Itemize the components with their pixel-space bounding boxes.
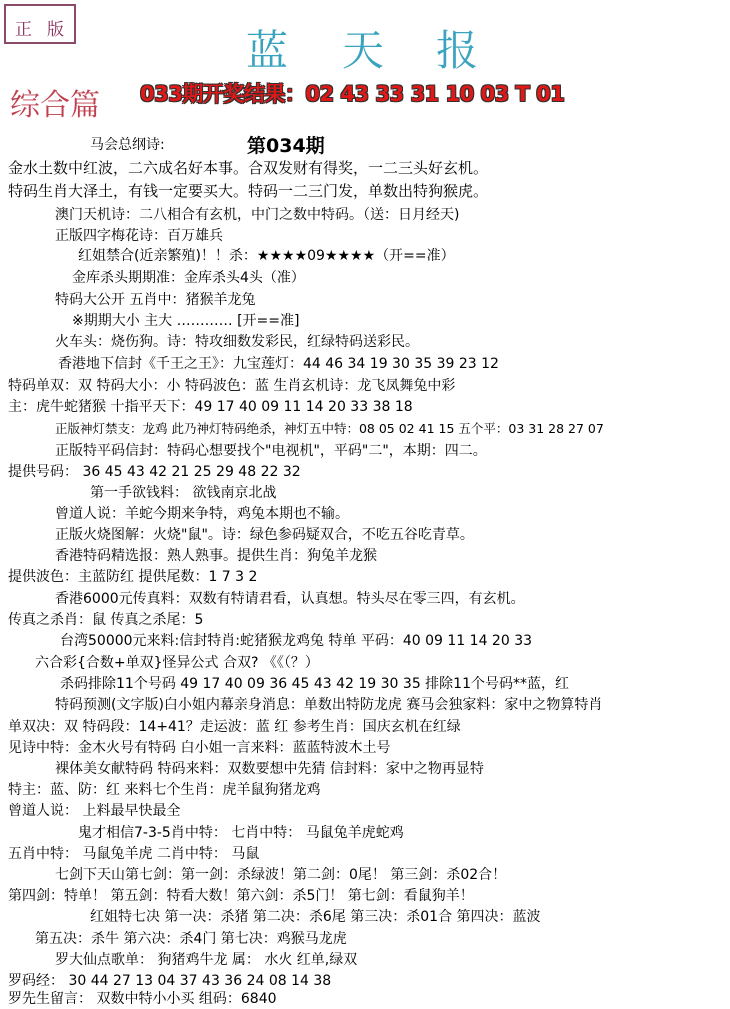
text-line: 传真之杀肖：鼠 传真之杀尾：5 [8,612,204,628]
text-line: 香港6000元传真料：双数有特请君看，认真想。特头尽在零三四，有玄机。 [55,591,525,607]
text-line: 七剑下天山第七剑：第一剑：杀绿波！第二剑：0尾！ 第三剑：杀02合！ [55,867,507,883]
text-line: ※期期大小 主大 ………… [开==准] [72,313,300,329]
text-line: 马会总纲诗: [90,137,165,153]
text-line: 特码大公开 五肖中：猪猴羊龙兔 [55,292,256,308]
text-line: 火车头：烧伤狗。诗：特攻细数发彩民，红绿特码送彩民。 [55,334,419,350]
text-line: 罗先生留言： 双数中特小小买 组码：6840 [8,991,277,1007]
text-line: 裸体美女献特码 特码来料：双数要想中先猜 信封料：家中之物再显特 [55,761,484,777]
text-line: 五肖中特： 马鼠兔羊虎 二肖中特： 马鼠 [8,846,260,862]
text-line: 见诗中特：金木火号有特码 白小姐一言来料：蓝蓝特波木土号 [8,740,391,756]
draw-result: 033期开奖结果：02 43 33 31 10 03 T 01 [140,82,565,106]
text-line: 第四剑：特单！ 第五剑：特看大数！第六剑：杀5门！ 第七剑：看鼠狗羊！ [8,888,474,904]
authentic-stamp [4,4,76,44]
text-line: 红姐禁合(近亲繁殖)！！杀：★★★★09★★★★（开==准） [78,248,455,264]
text-line: 澳门天机诗：二八相合有玄机，中门之数中特码。（送：日月经天) [55,207,460,223]
text-line: 杀码排除11个号码 49 17 40 09 36 45 43 42 19 30 35 排除11个号码**蓝，红 [60,676,569,692]
text-line: 六合彩{合数+单双}怪异公式 合双? 《《（？） [35,655,319,671]
text-line: 主：虎牛蛇猪猴 十指平天下：49 17 40 09 11 14 20 33 38 18 [8,399,413,415]
stamp-char-right: 版 [47,20,64,40]
text-line: 曾道人说：羊蛇今期来争特，鸡兔本期也不输。 [55,506,349,522]
stamp-char-left: 正 [15,20,32,40]
text-line: 特主：蓝、防：红 来料七个生肖：虎羊鼠狗猪龙鸡 [8,782,321,798]
text-line: 台湾50000元来料:信封特肖:蛇猪猴龙鸡兔 特单 平码：40 09 11 14 20 33 [60,633,533,649]
text-line: 金水土数中红波，二六成名好本事。合双发财有得奖，一二三头好玄机。 [8,159,489,177]
text-line: 单双决：双 特码段：14+41？走运波：蓝 红 参考生肖：国庆玄机在红绿 [8,719,461,735]
text-line: 金库杀头期期准：金库杀头4头（准） [72,270,305,286]
text-line: 提供号码： 36 45 43 42 21 25 29 48 22 32 [8,464,301,480]
text-line: 鬼才相信7-3-5肖中特： 七肖中特： 马鼠兔羊虎蛇鸡 [78,825,404,841]
text-line: 第一手欲钱料： 欲钱南京北战 [90,485,277,501]
text-line: 第五决：杀牛 第六决：杀4门 第七决：鸡猴马龙虎 [35,931,347,947]
text-line: 正版火烧图解：火烧"鼠"。诗：绿色参码疑双合，不吃五谷吃青草。 [55,527,474,543]
text-line: 提供波色：主蓝防红 提供尾数：1 7 3 2 [8,569,258,585]
text-line: 正版特平码信封：特码心想要找个"电视机"，平码"二"，本期：四二。 [55,443,487,459]
masthead-char-2: 天 [342,26,385,75]
text-line: 罗码经： 30 44 27 13 04 37 43 36 24 08 14 38 [8,973,332,989]
text-line: 特码预测(文字版)白小姐内幕亲身消息：单数出特防龙虎 赛马会独家料：家中之物算特肖 [55,697,603,713]
text-line: 曾道人说： 上料最早快最全 [8,803,181,819]
text-line: 罗大仙点歌单： 狗猪鸡牛龙 属： 水火 红单,绿双 [55,952,358,968]
text-line: 红姐特七决 第一决：杀猪 第二决：杀6尾 第三决：杀01合 第四决：蓝波 [90,909,541,925]
text-line: 特码单双：双 特码大小：小 特码波色：蓝 生肖玄机诗：龙飞凤舞兔中彩 [8,378,456,394]
masthead-char-1: 蓝 [246,26,289,75]
section-heading: 综合篇 [10,88,100,123]
text-line: 香港特码精选报：熟人熟事。提供生肖：狗兔羊龙猴 [55,548,377,564]
text-line: 正版神灯禁支：龙鸡 此乃神灯特码绝杀，神灯五中特：08 05 02 41 15 五个平：03 31 28 27 07 [55,421,604,436]
text-line: 特码生肖大泽土，有钱一定要买大。特码一二三门发，单数出特狗猴虎。 [8,182,489,200]
text-line: 香港地下信封《千王之王》：九宝莲灯：44 46 34 19 30 35 39 23 12 [58,356,499,372]
issue-number: 第034期 [247,135,325,157]
text-line: 正版四字梅花诗：百万雄兵 [55,228,223,244]
masthead-char-3: 报 [436,26,479,75]
